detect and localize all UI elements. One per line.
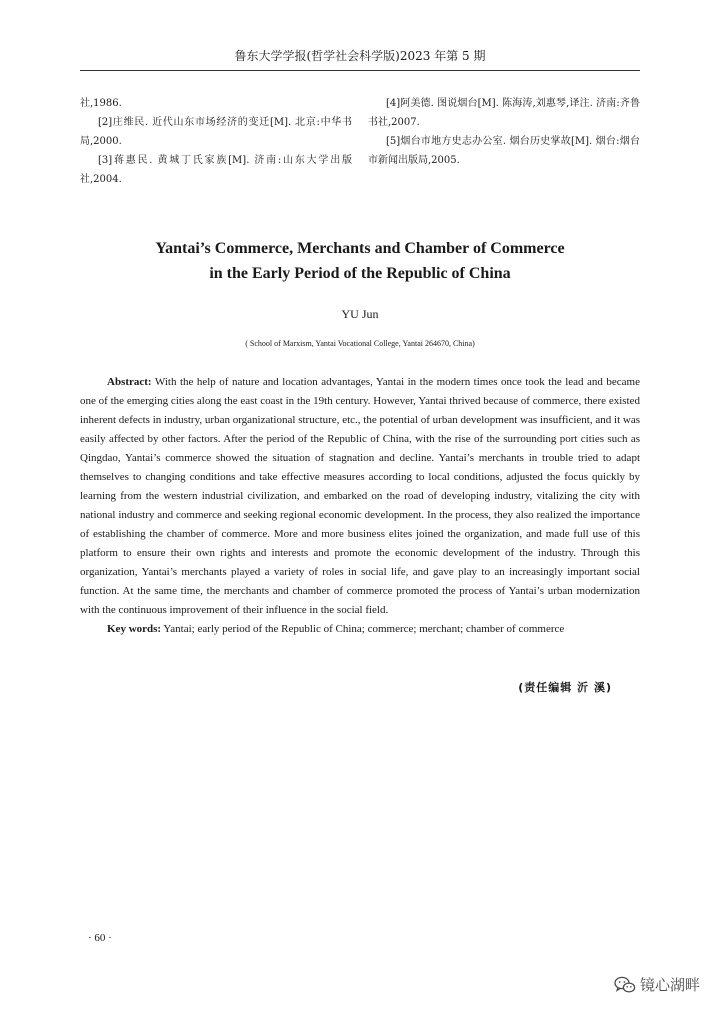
keywords-paragraph — [80, 620, 640, 639]
article-title — [80, 236, 640, 286]
running-head: 鲁东大学学报(哲学社会科学版)2023 年第 5 期 — [234, 49, 486, 63]
abstract-label: Abstract: — [107, 376, 152, 388]
references-left-column — [80, 94, 352, 189]
abstract-text: With the help of nature and location advantages, Yantai in the modern times once took the lead and became one of the emerging cities along the east coast in the 19th century. However, Yantai thrived because of commerce, there existed inherent defects in industry, urban organizational structure, etc., the potential of urban development was insufficient, and it was easily affected by other factors. After the period of the Republic of China, with the rise of the surrounding port cities such as Qingdao, Yantai’s commerce showed the situation of stagnation and decline. Yantai’s merchants in trouble tried to adapt themselves to changing conditions and take effective measures according to local conditions, adjusted the focus quickly by learning from the western industrial civilization, and embarked on the road of developing industry, vitalizing the city with national industry and commerce and seeking regional economic development. In the process, they also realized the importance of establishing the chamber of commerce. More and more business elites joined the organization, and made full use of this platform to ensure their own rights and interests and promote the economic development of the industry. Through this organization, Yantai’s merchants played a variety of roles in social life, and gave play to an increasingly important social function. At the same time, the merchants and chamber of commerce promoted the process of Yantai’s urban modernization with the continuous improvement of their influence in the social field. — [80, 376, 640, 616]
author-affiliation: ( School of Marxism, Yantai Vocational College, Yantai 264670, China) — [245, 339, 475, 348]
keywords-text: Yantai; early period of the Republic of China; commerce; merchant; chamber of commerce — [161, 623, 565, 635]
watermark — [614, 974, 700, 995]
references-right-column — [368, 94, 640, 170]
watermark-text: 镜心湖畔 — [639, 976, 700, 994]
editor-note: (责任编辑 沂 溪) — [518, 681, 612, 694]
header-divider — [80, 70, 640, 71]
abstract-paragraph — [80, 373, 640, 620]
abstract-section — [80, 373, 640, 639]
reference-item: [3]蒋惠民. 黄城丁氏家族[M]. 济南:山东大学出版社,2004. — [80, 155, 352, 185]
keywords-label: Key words: — [107, 623, 162, 635]
author-name: YU Jun — [341, 307, 379, 321]
reference-item: [5]烟台市地方史志办公室. 烟台历史掌故[M]. 烟台:烟台市新闻出版局,2005. — [368, 136, 640, 166]
page-number: · 60 · — [88, 932, 112, 944]
wechat-icon — [614, 976, 636, 994]
reference-item: [4]阿美德. 图说烟台[M]. 陈海涛,刘惠琴,译注. 济南:齐鲁书社,2007. — [368, 98, 640, 128]
reference-item: 社,1986. — [80, 98, 122, 109]
title-line-2: in the Early Period of the Republic of China — [209, 265, 511, 282]
reference-item: [2]庄维民. 近代山东市场经济的变迁[M]. 北京:中华书局,2000. — [80, 117, 352, 147]
title-line-1: Yantai’s Commerce, Merchants and Chamber of Commerce — [155, 240, 565, 257]
